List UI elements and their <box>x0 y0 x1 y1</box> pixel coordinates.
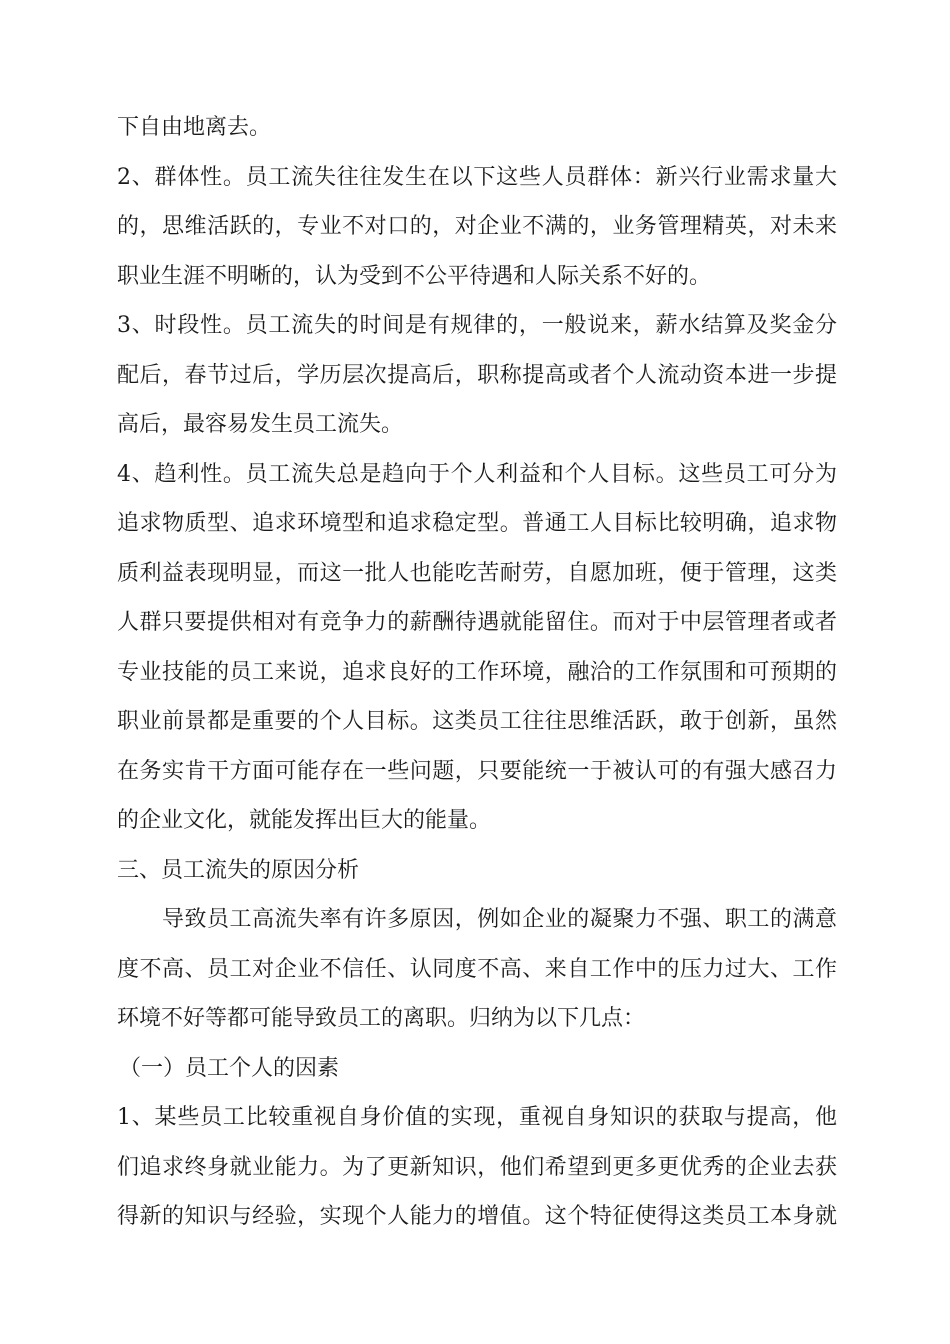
text-line: 得新的知识与经验，实现个人能力的增值。这个特征使得这类员工本身就 <box>117 1204 837 1229</box>
text-line: 配后，春节过后，学历层次提高后，职称提高或者个人流动资本进一步提 <box>117 362 837 388</box>
text-line: 人群只要提供相对有竞争力的薪酬待遇就能留住。而对于中层管理者或者 <box>117 610 837 635</box>
text-line: 度不高、员工对企业不信任、认同度不高、来自工作中的压力过大、工作 <box>117 956 837 982</box>
subsection-heading: （一）员工个人的因素 <box>119 1055 340 1081</box>
text-line: 们追求终身就业能力。为了更新知识，他们希望到更多更优秀的企业去获 <box>117 1154 837 1180</box>
document-body <box>117 109 837 1248</box>
text-line: 3、时段性。员工流失的时间是有规律的，一般说来，薪水结算及奖金分 <box>117 313 837 338</box>
text-line: 的企业文化，就能发挥出巨大的能量。 <box>117 808 492 833</box>
text-line: 的，思维活跃的，专业不对口的，对企业不满的，业务管理精英，对未来 <box>117 214 837 239</box>
text-line: 在务实肯干方面可能存在一些问题，只要能统一于被认可的有强大感召力 <box>117 758 837 784</box>
text-line: 质利益表现明显，而这一批人也能吃苦耐劳，自愿加班，便于管理，这类 <box>117 560 837 586</box>
text-line: 专业技能的员工来说，追求良好的工作环境，融洽的工作氛围和可预期的 <box>117 659 837 685</box>
text-line: 高后，最容易发生员工流失。 <box>117 412 404 437</box>
text-line: 2、群体性。员工流失往往发生在以下这些人员群体：新兴行业需求量大 <box>117 164 837 190</box>
text-line: 追求物质型、追求环境型和追求稳定型。普通工人目标比较明确，追求物 <box>117 511 837 536</box>
text-line: 1、某些员工比较重视自身价值的实现，重视自身知识的获取与提高，他 <box>117 1105 837 1130</box>
text-line: 环境不好等都可能导致员工的离职。归纳为以下几点： <box>117 1006 646 1031</box>
text-line: 职业生涯不明晰的，认为受到不公平待遇和人际关系不好的。 <box>117 263 712 289</box>
section-heading: 三、员工流失的原因分析 <box>117 857 360 883</box>
text-line: 职业前景都是重要的个人目标。这类员工往往思维活跃，敢于创新，虽然 <box>117 709 837 734</box>
text-line: 导致员工高流失率有许多原因，例如企业的凝聚力不强、职工的满意 <box>162 907 837 932</box>
text-line: 4、趋利性。员工流失总是趋向于个人利益和个人目标。这些员工可分为 <box>117 461 837 487</box>
text-line: 下自由地离去。 <box>117 115 272 140</box>
